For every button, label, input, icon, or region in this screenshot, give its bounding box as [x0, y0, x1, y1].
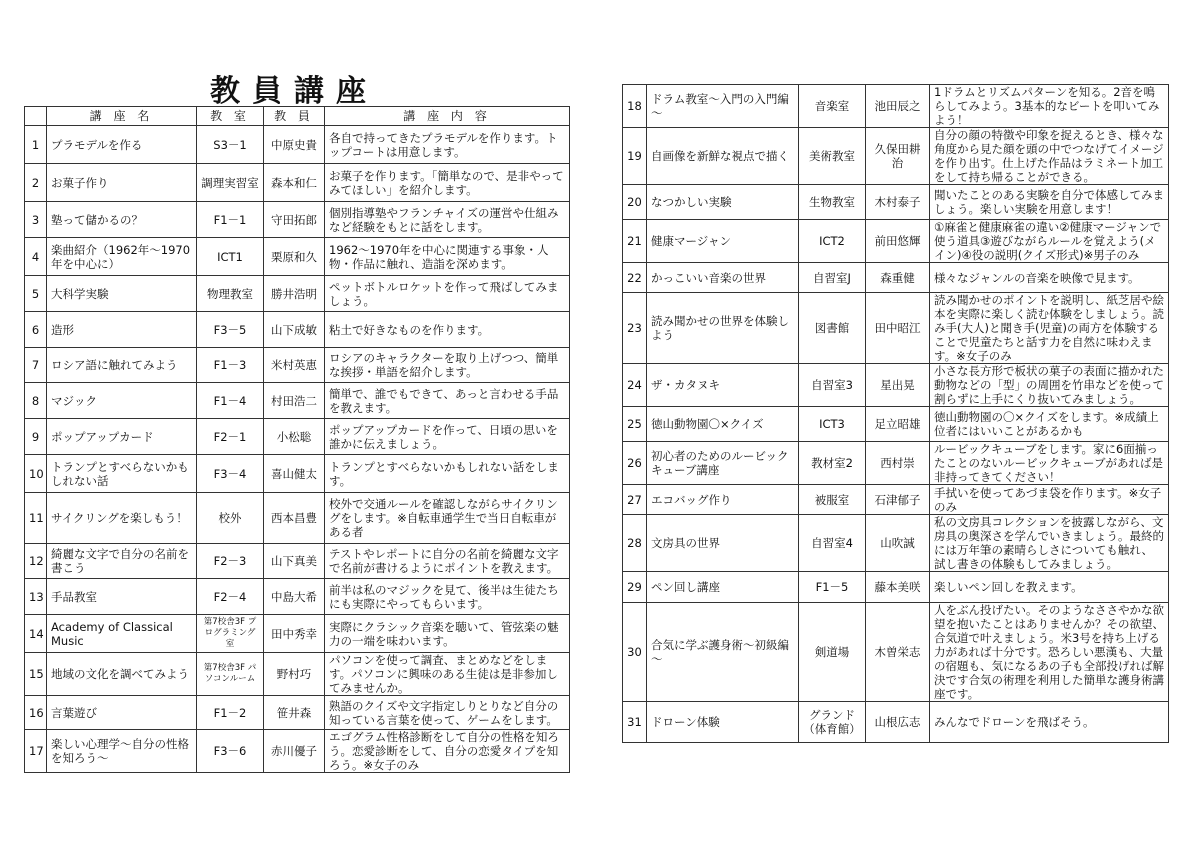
row-number: 21 — [623, 220, 647, 263]
course-name: なつかしい実験 — [647, 185, 799, 220]
course-name: 徳山動物園〇×クイズ — [647, 407, 799, 442]
header-no — [25, 107, 47, 126]
table-row — [25, 696, 570, 730]
table-row — [25, 164, 570, 202]
course-content: ペットボトルロケットを作って飛ばしてみましょう。 — [325, 276, 570, 312]
row-number: 9 — [25, 419, 47, 455]
table-row — [623, 185, 1169, 220]
row-number: 17 — [25, 730, 47, 773]
course-content: 粘土で好きなものを作ります。 — [325, 312, 570, 348]
teacher-name: 西村崇 — [866, 442, 930, 485]
teacher-name: 森重健 — [866, 263, 930, 293]
course-name: エコバッグ作り — [647, 485, 799, 515]
row-number: 26 — [623, 442, 647, 485]
course-name: ドラム教室～入門の入門編～ — [647, 85, 799, 128]
room: F3－4 — [197, 455, 264, 493]
course-name: 大科学実験 — [47, 276, 197, 312]
room: 剣道場 — [799, 603, 866, 702]
table-row — [25, 730, 570, 773]
row-number: 18 — [623, 85, 647, 128]
room: ICT2 — [799, 220, 866, 263]
course-name: ポップアップカード — [47, 419, 197, 455]
table-row — [25, 544, 570, 579]
teacher-name: 小松聡 — [264, 419, 325, 455]
course-name: 楽しい心理学～自分の性格を知ろう～ — [47, 730, 197, 773]
course-name: Academy of Classical Music — [47, 615, 197, 653]
row-number: 13 — [25, 579, 47, 615]
table-row — [25, 615, 570, 653]
table-row — [623, 128, 1169, 185]
room: 被服室 — [799, 485, 866, 515]
row-number: 2 — [25, 164, 47, 202]
course-content: トランプとすべらないかもしれない話をします。 — [325, 455, 570, 493]
course-name: お菓子作り — [47, 164, 197, 202]
table-row — [25, 579, 570, 615]
teacher-name: 田中昭江 — [866, 293, 930, 364]
course-content: 様々なジャンルの音楽を映像で見ます。 — [930, 263, 1169, 293]
teacher-name: 野村巧 — [264, 653, 325, 696]
row-number: 1 — [25, 126, 47, 164]
room: F1－2 — [197, 696, 264, 730]
row-number: 4 — [25, 238, 47, 276]
room: 美術教室 — [799, 128, 866, 185]
course-name: 健康マージャン — [647, 220, 799, 263]
row-number: 30 — [623, 603, 647, 702]
course-name: プラモデルを作る — [47, 126, 197, 164]
table-row — [25, 238, 570, 276]
teacher-name: 中原史貴 — [264, 126, 325, 164]
course-content: みんなでドローンを飛ばそう。 — [930, 702, 1169, 743]
table-row — [25, 348, 570, 383]
room: F1－4 — [197, 383, 264, 419]
course-content: 熟語のクイズや文字指定しりとりなど自分の知っている言葉を使って、ゲームをします。 — [325, 696, 570, 730]
table-header-row — [25, 107, 570, 126]
course-name: 初心者のためのルービックキューブ講座 — [647, 442, 799, 485]
row-number: 31 — [623, 702, 647, 743]
table-row — [623, 220, 1169, 263]
row-number: 22 — [623, 263, 647, 293]
course-content: ポップアップカードを作って、日頃の思いを誰かに伝えましょう。 — [325, 419, 570, 455]
course-content: 人をぶん投げたい。そのようなささやかな欲望を抱いたことはありませんか？その欲望、合気道で叶えましょう。米3号を持ち上げる力があれば十分です。恐ろしい悪漢も、大量の宿題も、気になるあの子も全部投げれば解決です合気の術理を利用した簡単な護身術講座です。 — [930, 603, 1169, 702]
table-row — [623, 515, 1169, 572]
room: F3－5 — [197, 312, 264, 348]
course-content: ルービックキューブをします。家に6面揃ったことのないルービックキューブがあれば是非持ってきてください！ — [930, 442, 1169, 485]
room: 教材室2 — [799, 442, 866, 485]
header-content: 講 座 内 容 — [325, 107, 570, 126]
row-number: 28 — [623, 515, 647, 572]
table-row — [623, 85, 1169, 128]
teacher-name: 久保田耕治 — [866, 128, 930, 185]
teacher-name: 田中秀幸 — [264, 615, 325, 653]
course-content: 簡単で、誰でもできて、あっと言わせる手品を教えます。 — [325, 383, 570, 419]
row-number: 7 — [25, 348, 47, 383]
room: 校外 — [197, 493, 264, 544]
teacher-name: 木曽栄志 — [866, 603, 930, 702]
table-row — [623, 702, 1169, 743]
course-name: 言葉遊び — [47, 696, 197, 730]
teacher-name: 山下成敏 — [264, 312, 325, 348]
course-content: 前半は私のマジックを見て、後半は生徒たちにも実際にやってもらいます。 — [325, 579, 570, 615]
course-content: 私の文房具コレクションを披露しながら、文房具の奥深さを学んでいきましょう。最終的には万年筆の素晴らしさについても触れ、試し書きの体験もしてみましょう。 — [930, 515, 1169, 572]
course-content: お菓子を作ります。「簡単なので、是非やってみてほしい」を紹介します。 — [325, 164, 570, 202]
course-name: トランプとすべらないかもしれない話 — [47, 455, 197, 493]
table-row — [623, 293, 1169, 364]
course-name: マジック — [47, 383, 197, 419]
teacher-name: 守田拓郎 — [264, 202, 325, 238]
table-row — [623, 603, 1169, 702]
table-row — [25, 126, 570, 164]
table-row — [25, 493, 570, 544]
table-row — [623, 364, 1169, 407]
table-row — [623, 263, 1169, 293]
room: F3－6 — [197, 730, 264, 773]
row-number: 20 — [623, 185, 647, 220]
row-number: 23 — [623, 293, 647, 364]
row-number: 29 — [623, 572, 647, 603]
row-number: 16 — [25, 696, 47, 730]
course-content: 個別指導塾やフランチャイズの運営や仕組みなど経験をもとに話をします。 — [325, 202, 570, 238]
room: 物理教室 — [197, 276, 264, 312]
course-name: 合気に学ぶ護身術～初級編～ — [647, 603, 799, 702]
course-content: 小さな長方形で板状の菓子の表面に描かれた動物などの「型」の周囲を竹串などを使って割らずに上手にくり抜いてみましょう。 — [930, 364, 1169, 407]
teacher-name: 藤本美咲 — [866, 572, 930, 603]
room: グランド（体育館） — [799, 702, 866, 743]
course-name: 綺麗な文字で自分の名前を書こう — [47, 544, 197, 579]
room: 自習室J — [799, 263, 866, 293]
course-name: 塾って儲かるの？ — [47, 202, 197, 238]
room: F1－3 — [197, 348, 264, 383]
room: F2－4 — [197, 579, 264, 615]
course-content: 聞いたことのある実験を自分で体感してみましょう。楽しい実験を用意します！ — [930, 185, 1169, 220]
room: 自習室4 — [799, 515, 866, 572]
course-content: エゴグラム性格診断をして自分の性格を知ろう。恋愛診断をして、自分の恋愛タイプを知ろう。※女子のみ — [325, 730, 570, 773]
teacher-name: 喜山健太 — [264, 455, 325, 493]
course-content: 実際にクラシック音楽を聴いて、管弦楽の魅力の一端を味わいます。 — [325, 615, 570, 653]
row-number: 14 — [25, 615, 47, 653]
header-course-name: 講 座 名 — [47, 107, 197, 126]
course-content: 各自で持ってきたプラモデルを作ります。トップコートは用意します。 — [325, 126, 570, 164]
room: ICT3 — [799, 407, 866, 442]
course-name: 読み聞かせの世界を体験しよう — [647, 293, 799, 364]
room: F2－1 — [197, 419, 264, 455]
course-content: 校外で交通ルールを確認しながらサイクリングをします。※自転車通学生で当日自転車がある者 — [325, 493, 570, 544]
room: 自習室3 — [799, 364, 866, 407]
course-content: 読み聞かせのポイントを説明し、紙芝居や絵本を実際に楽しく読む体験をしましょう。読み手(大人)と聞き手(児童)の両方を体験することで児童たちと話す力を自然に味わえます。※女子のみ — [930, 293, 1169, 364]
course-name: ザ・カタヌキ — [647, 364, 799, 407]
table-row — [25, 312, 570, 348]
room: 第7校舎3F パソコンルーム — [197, 653, 264, 696]
course-name: ロシア語に触れてみよう — [47, 348, 197, 383]
table-row — [25, 383, 570, 419]
course-table-right — [622, 84, 1169, 743]
teacher-name: 米村英恵 — [264, 348, 325, 383]
row-number: 15 — [25, 653, 47, 696]
row-number: 3 — [25, 202, 47, 238]
header-teacher: 教 員 — [264, 107, 325, 126]
row-number: 6 — [25, 312, 47, 348]
course-name: ドローン体験 — [647, 702, 799, 743]
table-row — [25, 455, 570, 493]
course-name: サイクリングを楽しもう！ — [47, 493, 197, 544]
row-number: 10 — [25, 455, 47, 493]
course-content: テストやレポートに自分の名前を綺麗な文字で名前が書けるようにポイントを教えます。 — [325, 544, 570, 579]
room: F1－1 — [197, 202, 264, 238]
course-name: 自画像を新鮮な視点で描く — [647, 128, 799, 185]
course-content: 楽しいペン回しを教えます。 — [930, 572, 1169, 603]
course-content: ロシアのキャラクターを取り上げつつ、簡単な挨拶・単語を紹介します。 — [325, 348, 570, 383]
course-name: 手品教室 — [47, 579, 197, 615]
course-name: 楽曲紹介（1962年～1970年を中心に） — [47, 238, 197, 276]
course-content: 1ドラムとリズムパターンを知る。2音を鳴らしてみよう。3基本的なビートを叩いてみよう！ — [930, 85, 1169, 128]
teacher-name: 西本昌豊 — [264, 493, 325, 544]
table-row — [623, 485, 1169, 515]
course-name: 地域の文化を調べてみよう — [47, 653, 197, 696]
table-row — [623, 407, 1169, 442]
teacher-name: 勝井浩明 — [264, 276, 325, 312]
teacher-name: 森本和仁 — [264, 164, 325, 202]
course-table-left — [24, 106, 570, 773]
room: S3－1 — [197, 126, 264, 164]
course-name: かっこいい音楽の世界 — [647, 263, 799, 293]
teacher-name: 星出晃 — [866, 364, 930, 407]
room: 調理実習室 — [197, 164, 264, 202]
teacher-name: 栗原和久 — [264, 238, 325, 276]
room: 第7校舎3F プログラミング室 — [197, 615, 264, 653]
teacher-name: 足立昭雄 — [866, 407, 930, 442]
row-number: 19 — [623, 128, 647, 185]
table-row — [25, 419, 570, 455]
row-number: 27 — [623, 485, 647, 515]
table-row — [623, 572, 1169, 603]
table-row — [25, 276, 570, 312]
room: 図書館 — [799, 293, 866, 364]
table-row — [25, 653, 570, 696]
room: 生物教室 — [799, 185, 866, 220]
teacher-name: 山根広志 — [866, 702, 930, 743]
course-name: 文房具の世界 — [647, 515, 799, 572]
course-content: 自分の顔の特徴や印象を捉えるとき、様々な角度から見た顔を頭の中でつなげてイメージを作り出す。仕上げた作品はラミネート加工をして持ち帰ることができる。 — [930, 128, 1169, 185]
teacher-name: 前田悠輝 — [866, 220, 930, 263]
row-number: 12 — [25, 544, 47, 579]
row-number: 11 — [25, 493, 47, 544]
room: F2－3 — [197, 544, 264, 579]
course-name: 造形 — [47, 312, 197, 348]
course-content: ①麻雀と健康麻雀の違い②健康マージャンで使う道具③遊びながらルールを覚えよう(メイン)④役の説明(クイズ形式)※男子のみ — [930, 220, 1169, 263]
teacher-name: 池田辰之 — [866, 85, 930, 128]
course-content: 1962～1970年を中心に関連する事象・人物・作品に触れ、造詣を深めます。 — [325, 238, 570, 276]
table-row — [623, 442, 1169, 485]
course-content: 手拭いを使ってあづま袋を作ります。※女子のみ — [930, 485, 1169, 515]
header-room: 教 室 — [197, 107, 264, 126]
room: F1－5 — [799, 572, 866, 603]
table-row — [25, 202, 570, 238]
course-name: ペン回し講座 — [647, 572, 799, 603]
course-content: パソコンを使って調査、まとめなどをします。パソコンに興味のある生徒は是非参加してみませんか。 — [325, 653, 570, 696]
row-number: 25 — [623, 407, 647, 442]
row-number: 5 — [25, 276, 47, 312]
teacher-name: 中島大希 — [264, 579, 325, 615]
teacher-name: 山吹誠 — [866, 515, 930, 572]
room: 音楽室 — [799, 85, 866, 128]
row-number: 8 — [25, 383, 47, 419]
teacher-name: 山下真美 — [264, 544, 325, 579]
teacher-name: 村田浩二 — [264, 383, 325, 419]
teacher-name: 木村泰子 — [866, 185, 930, 220]
teacher-name: 赤川優子 — [264, 730, 325, 773]
teacher-name: 石津郁子 — [866, 485, 930, 515]
row-number: 24 — [623, 364, 647, 407]
course-content: 徳山動物園の〇×クイズをします。※成績上位者にはいいことがあるかも — [930, 407, 1169, 442]
page-title: 教員講座 — [210, 74, 378, 109]
teacher-name: 笹井森 — [264, 696, 325, 730]
room: ICT1 — [197, 238, 264, 276]
